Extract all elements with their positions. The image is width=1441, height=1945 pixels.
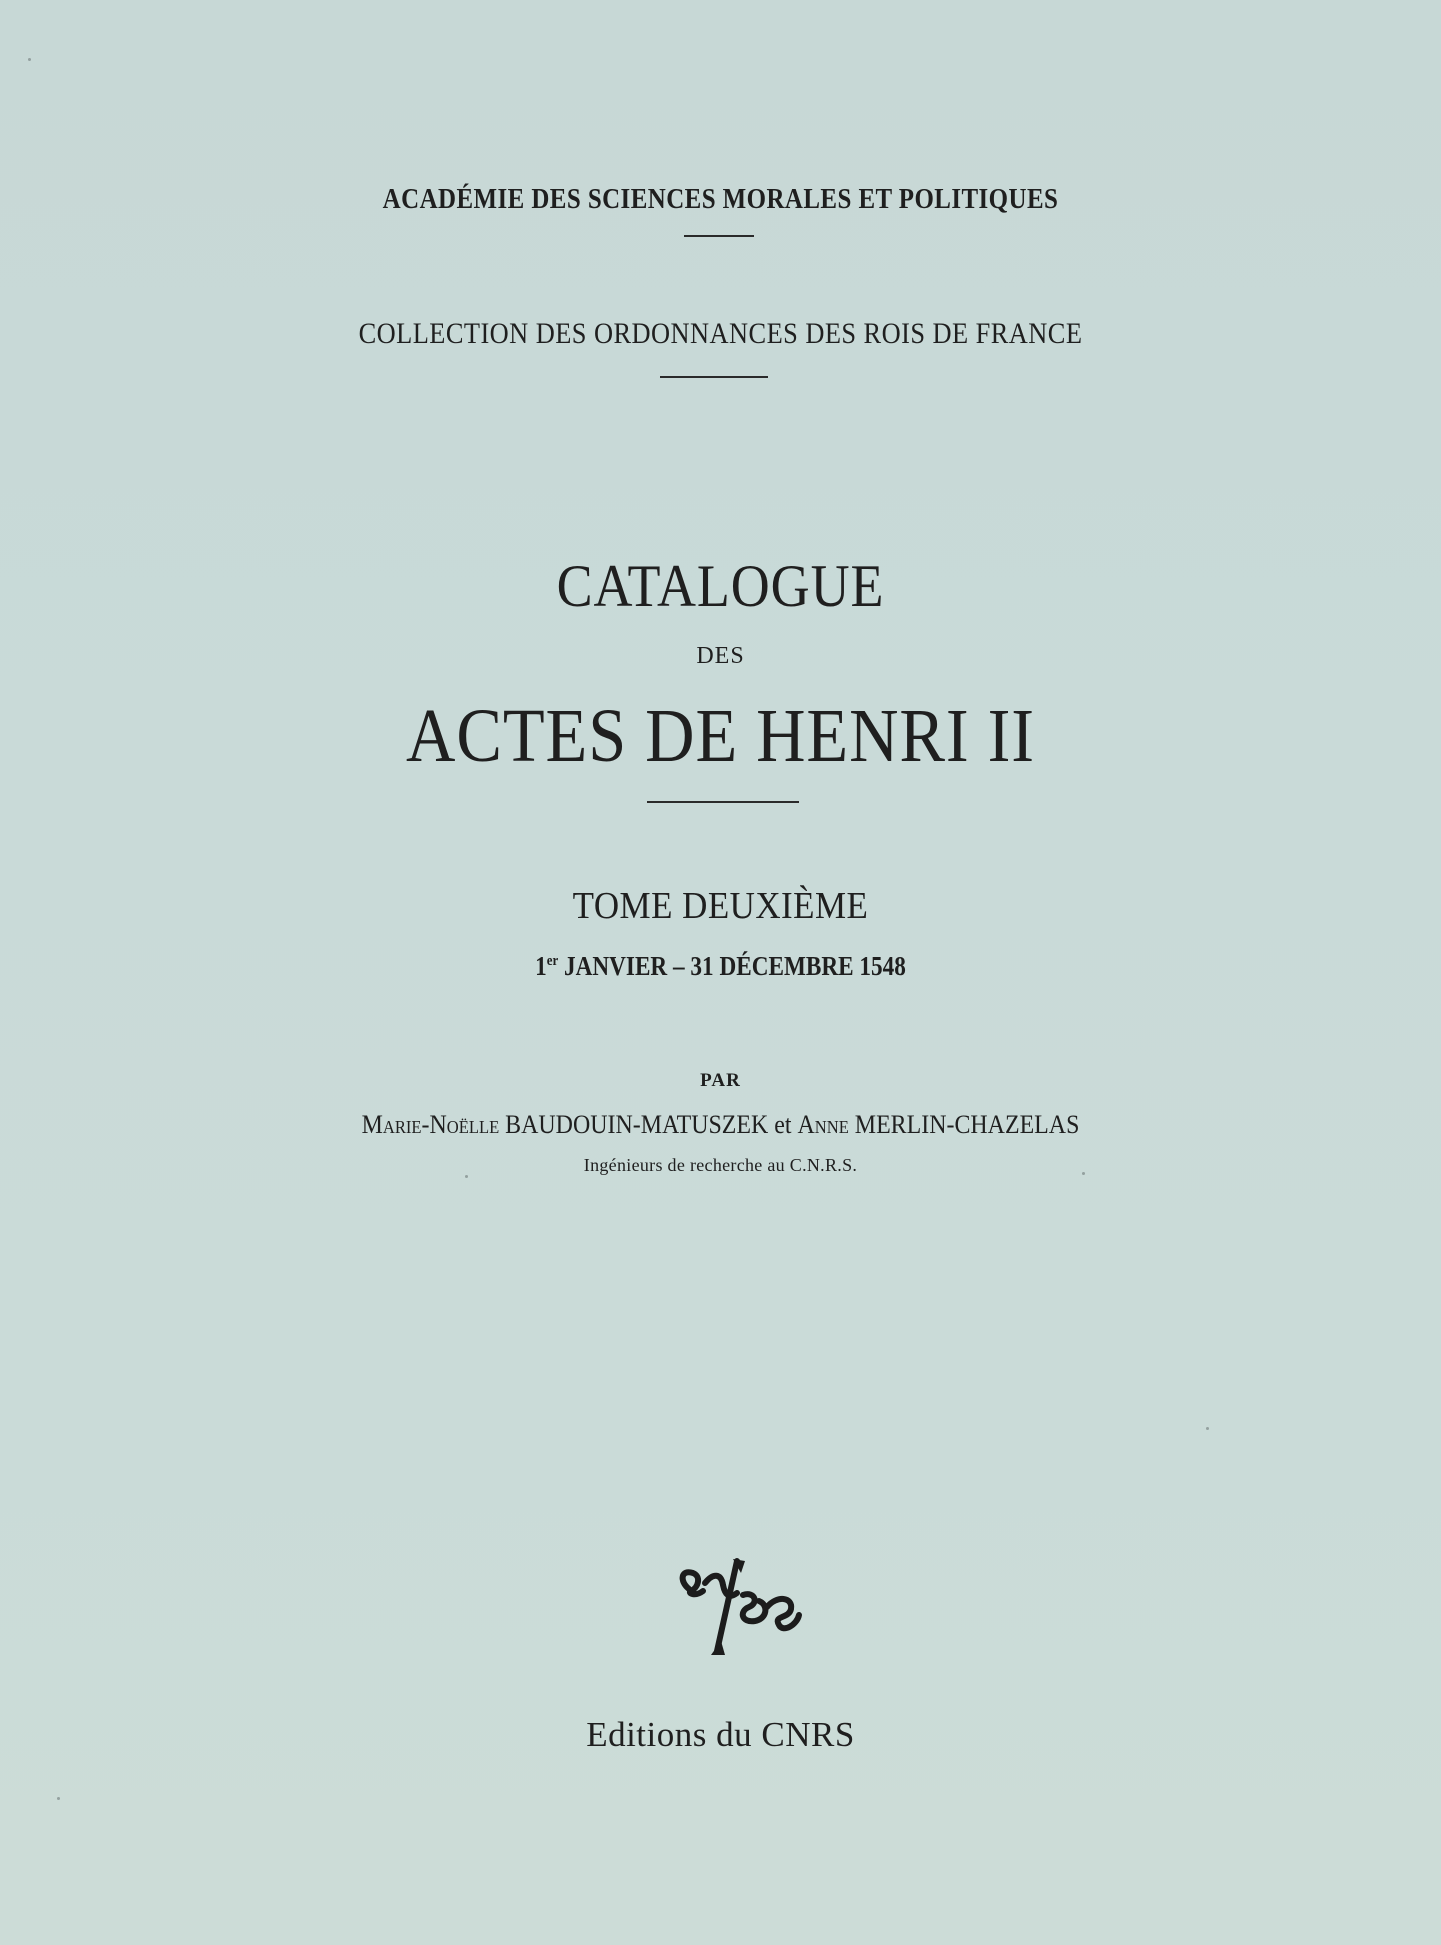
authors-line <box>58 1110 1384 1140</box>
author1-family: BAUDOUIN-MATUSZEK <box>505 1110 769 1139</box>
par-label: PAR <box>700 1070 741 1091</box>
tome-heading: TOME DEUXIÈME <box>572 885 869 927</box>
divider-rule <box>684 235 754 237</box>
title-catalogue: CATALOGUE <box>556 553 885 619</box>
date-rest: JANVIER – 31 DÉCEMBRE 1548 <box>558 951 906 981</box>
title-actes: ACTES DE HENRI II <box>406 694 1035 778</box>
date-range <box>101 951 1340 982</box>
cnrs-logo-icon <box>675 1555 805 1665</box>
paper-speck <box>57 1797 60 1800</box>
author-role: Ingénieurs de recherche au C.N.R.S. <box>583 1155 858 1175</box>
title-des: DES <box>696 643 745 669</box>
academie-heading: ACADÉMIE DES SCIENCES MORALES ET POLITIQUES <box>382 183 1059 215</box>
publisher-name: Editions du CNRS <box>586 1715 855 1754</box>
collection-heading: COLLECTION DES ORDONNANCES DES ROIS DE FRANCE <box>358 317 1083 350</box>
divider-rule <box>647 801 799 803</box>
conjunction: et <box>774 1110 792 1139</box>
paper-speck <box>28 58 31 61</box>
date-superscript: er <box>546 953 559 969</box>
author1-given: Marie-Noëlle <box>361 1110 500 1139</box>
author2-given: Anne <box>797 1110 849 1139</box>
date-day: 1 <box>535 951 547 981</box>
author2-family: MERLIN-CHAZELAS <box>854 1110 1080 1139</box>
divider-rule <box>660 376 768 378</box>
paper-speck <box>1206 1427 1209 1430</box>
